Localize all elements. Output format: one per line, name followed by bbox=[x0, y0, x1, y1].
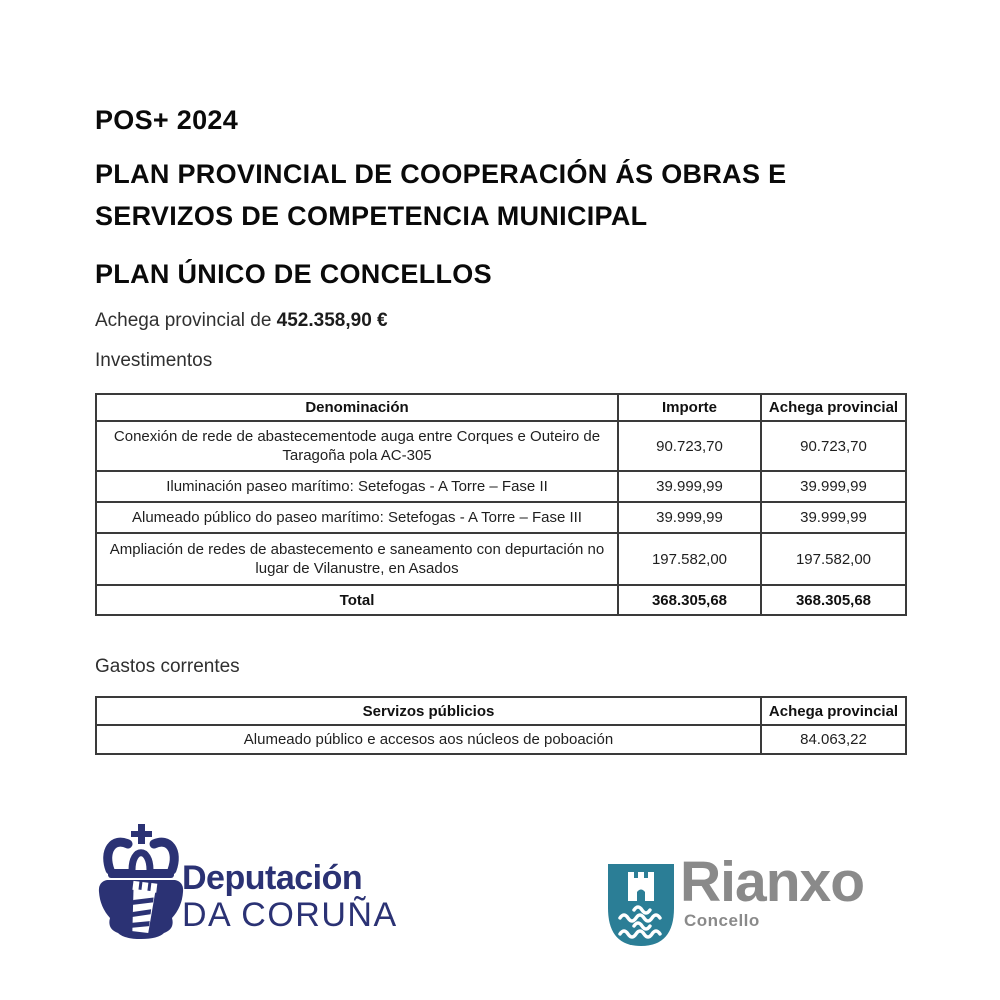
col-header-denominacion: Denominación bbox=[96, 394, 618, 421]
col-header-importe: Importe bbox=[618, 394, 761, 421]
col-header-achega: Achega provincial bbox=[761, 394, 906, 421]
cell-achega: 90.723,70 bbox=[761, 421, 906, 471]
total-row bbox=[96, 585, 906, 615]
cell-servizo: Alumeado público e accesos aos núcleos de poboación bbox=[96, 725, 761, 754]
cell-achega: 39.999,99 bbox=[761, 471, 906, 502]
cell-importe: 39.999,99 bbox=[618, 471, 761, 502]
rianxo-shield-icon bbox=[606, 862, 676, 948]
deputacion-wordmark bbox=[182, 860, 398, 934]
cell-importe: 39.999,99 bbox=[618, 502, 761, 533]
doc-title-line-2: SERVIZOS DE COMPETENCIA MUNICIPAL bbox=[95, 201, 648, 231]
investments-section-title: Investimentos bbox=[95, 350, 213, 371]
expenses-header-row bbox=[96, 697, 906, 725]
doc-title bbox=[95, 153, 786, 237]
deputacion-crest-icon bbox=[95, 824, 187, 944]
deputacion-subname: DA CORUÑA bbox=[182, 896, 398, 934]
provincial-contribution-line bbox=[95, 310, 388, 332]
investments-table bbox=[95, 393, 907, 616]
cell-denominacion: Alumeado público do paseo marítimo: Setefogas - A Torre – Fase III bbox=[96, 502, 618, 533]
cell-importe: 90.723,70 bbox=[618, 421, 761, 471]
cell-denominacion: Conexión de rede de abastecementode auga entre Corques e Outeiro de Taragoña pola AC-305 bbox=[96, 421, 618, 471]
rianxo-wordmark: Rianxo bbox=[680, 850, 865, 914]
table-row bbox=[96, 421, 906, 471]
cell-achega: 39.999,99 bbox=[761, 502, 906, 533]
cell-denominacion: Ampliación de redes de abastecemento e saneamento con depurtación no lugar de Vilanustre, en Asados bbox=[96, 533, 618, 585]
rianxo-subname: Concello bbox=[684, 911, 760, 930]
total-importe: 368.305,68 bbox=[618, 585, 761, 615]
provincial-contribution-label: Achega provincial de bbox=[95, 310, 277, 331]
doc-subtitle: PLAN ÚNICO DE CONCELLOS bbox=[95, 259, 492, 289]
total-achega: 368.305,68 bbox=[761, 585, 906, 615]
total-label: Total bbox=[96, 585, 618, 615]
investments-header-row bbox=[96, 394, 906, 421]
deputacion-name: Deputación bbox=[182, 859, 363, 897]
table-row bbox=[96, 471, 906, 502]
col-header-achega: Achega provincial bbox=[761, 697, 906, 725]
table-row bbox=[96, 725, 906, 754]
cell-importe: 197.582,00 bbox=[618, 533, 761, 585]
provincial-contribution-amount: 452.358,90 € bbox=[276, 310, 388, 331]
cell-achega: 197.582,00 bbox=[761, 533, 906, 585]
col-header-servizos: Servizos públicios bbox=[96, 697, 761, 725]
table-row bbox=[96, 502, 906, 533]
cell-denominacion: Iluminación paseo marítimo: Setefogas - A Torre – Fase II bbox=[96, 471, 618, 502]
expenses-section-title: Gastos correntes bbox=[95, 656, 240, 677]
cell-achega: 84.063,22 bbox=[761, 725, 906, 754]
expenses-table bbox=[95, 696, 907, 755]
doc-supertitle: POS+ 2024 bbox=[95, 105, 239, 135]
doc-title-line-1: PLAN PROVINCIAL DE COOPERACIÓN ÁS OBRAS E bbox=[95, 159, 787, 189]
table-row bbox=[96, 533, 906, 585]
